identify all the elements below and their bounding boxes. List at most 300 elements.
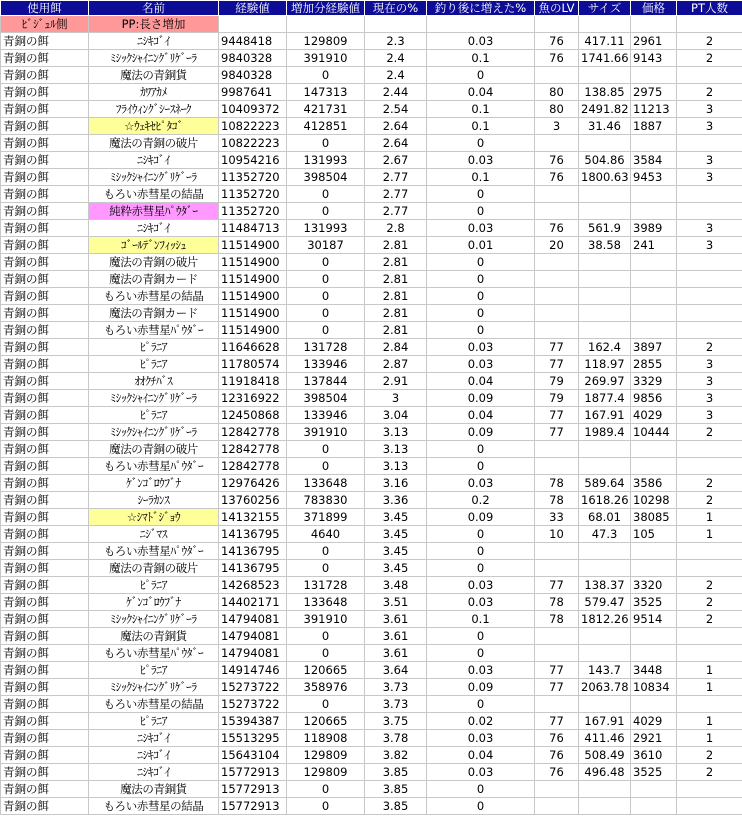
name-cell[interactable]: 魔法の青銅貨 (89, 67, 219, 84)
gain-cell[interactable]: 0 (287, 186, 365, 203)
size-cell[interactable]: 31.46 (579, 118, 631, 135)
exp-cell[interactable]: 9448418 (219, 33, 287, 50)
pct-cell[interactable]: 3.45 (365, 543, 427, 560)
special-bait-cell[interactable]: ﾋﾞｼﾞｭﾙ側 (1, 16, 89, 33)
size-cell[interactable]: 1812.26 (579, 611, 631, 628)
exp-cell[interactable]: 15273722 (219, 696, 287, 713)
bait-cell[interactable]: 青銅の餌 (1, 407, 89, 424)
price-cell[interactable]: 2975 (631, 84, 677, 101)
size-cell[interactable]: 269.97 (579, 373, 631, 390)
bait-cell[interactable]: 青銅の餌 (1, 254, 89, 271)
price-cell[interactable] (631, 271, 677, 288)
name-cell[interactable]: ｼｰﾗｶﾝｽ (89, 492, 219, 509)
gain-cell[interactable]: 398504 (287, 390, 365, 407)
pct-cell[interactable]: 3.45 (365, 526, 427, 543)
name-cell[interactable]: ﾐｼｯｸｼｬｲﾆﾝｸﾞﾘｹﾞｰﾗ (89, 169, 219, 186)
size-cell[interactable] (579, 271, 631, 288)
size-cell[interactable]: 167.91 (579, 407, 631, 424)
bait-cell[interactable]: 青銅の餌 (1, 67, 89, 84)
pt-cell[interactable]: 2 (677, 764, 742, 781)
bait-cell[interactable]: 青銅の餌 (1, 679, 89, 696)
exp-cell[interactable]: 9987641 (219, 84, 287, 101)
gain-cell[interactable]: 358976 (287, 679, 365, 696)
bait-cell[interactable]: 青銅の餌 (1, 203, 89, 220)
price-cell[interactable]: 3448 (631, 662, 677, 679)
inc-cell[interactable]: 0.04 (427, 373, 535, 390)
bait-cell[interactable]: 青銅の餌 (1, 424, 89, 441)
lv-cell[interactable] (535, 560, 579, 577)
lv-cell[interactable] (535, 67, 579, 84)
pt-cell[interactable]: 2 (677, 33, 742, 50)
bait-cell[interactable]: 青銅の餌 (1, 526, 89, 543)
name-cell[interactable]: ﾐｼｯｸｼｬｲﾆﾝｸﾞﾘｹﾞｰﾗ (89, 679, 219, 696)
exp-cell[interactable]: 10822223 (219, 118, 287, 135)
exp-cell[interactable]: 15772913 (219, 764, 287, 781)
pt-cell[interactable]: 3 (677, 237, 742, 254)
price-cell[interactable]: 10444 (631, 424, 677, 441)
exp-cell[interactable]: 14136795 (219, 560, 287, 577)
pct-cell[interactable]: 2.81 (365, 237, 427, 254)
price-cell[interactable] (631, 543, 677, 560)
lv-cell[interactable]: 76 (535, 152, 579, 169)
bait-cell[interactable]: 青銅の餌 (1, 390, 89, 407)
exp-cell[interactable]: 12842778 (219, 424, 287, 441)
size-cell[interactable]: 38.58 (579, 237, 631, 254)
size-cell[interactable] (579, 441, 631, 458)
bait-cell[interactable]: 青銅の餌 (1, 645, 89, 662)
gain-cell[interactable]: 131728 (287, 577, 365, 594)
pct-cell[interactable]: 3.73 (365, 679, 427, 696)
exp-cell[interactable]: 12976426 (219, 475, 287, 492)
pct-cell[interactable]: 2.81 (365, 288, 427, 305)
lv-cell[interactable] (535, 696, 579, 713)
size-cell[interactable] (579, 560, 631, 577)
name-cell[interactable]: ﾋﾟﾗﾆｱ (89, 662, 219, 679)
name-cell[interactable]: もろい赤彗星の結晶 (89, 696, 219, 713)
pt-cell[interactable]: 3 (677, 373, 742, 390)
pct-cell[interactable]: 3.85 (365, 764, 427, 781)
lv-cell[interactable] (535, 186, 579, 203)
pt-cell[interactable]: 1 (677, 662, 742, 679)
pct-cell[interactable]: 3.45 (365, 560, 427, 577)
price-cell[interactable]: 3584 (631, 152, 677, 169)
gain-cell[interactable]: 0 (287, 203, 365, 220)
pct-cell[interactable]: 2.44 (365, 84, 427, 101)
pct-cell[interactable]: 2.3 (365, 33, 427, 50)
lv-cell[interactable]: 80 (535, 84, 579, 101)
price-cell[interactable]: 9453 (631, 169, 677, 186)
bait-cell[interactable]: 青銅の餌 (1, 509, 89, 526)
exp-cell[interactable]: 10409372 (219, 101, 287, 118)
exp-cell[interactable]: 14914746 (219, 662, 287, 679)
pt-cell[interactable]: 1 (677, 730, 742, 747)
inc-cell[interactable]: 0 (427, 458, 535, 475)
lv-cell[interactable]: 80 (535, 101, 579, 118)
name-cell[interactable]: ﾐｼｯｸｼｬｲﾆﾝｸﾞﾘｹﾞｰﾗ (89, 424, 219, 441)
lv-cell[interactable] (535, 458, 579, 475)
gain-cell[interactable]: 0 (287, 322, 365, 339)
gain-cell[interactable]: 120665 (287, 713, 365, 730)
special-name-cell[interactable]: PP:長さ増加 (89, 16, 219, 33)
exp-cell[interactable]: 9840328 (219, 67, 287, 84)
pt-cell[interactable] (677, 271, 742, 288)
size-cell[interactable] (579, 628, 631, 645)
bait-cell[interactable]: 青銅の餌 (1, 305, 89, 322)
price-cell[interactable] (631, 441, 677, 458)
pct-cell[interactable]: 3.75 (365, 713, 427, 730)
exp-cell[interactable]: 14794081 (219, 611, 287, 628)
gain-cell[interactable]: 4640 (287, 526, 365, 543)
lv-cell[interactable]: 20 (535, 237, 579, 254)
pt-cell[interactable]: 2 (677, 475, 742, 492)
exp-cell[interactable]: 15772913 (219, 798, 287, 815)
price-cell[interactable] (631, 645, 677, 662)
pct-cell[interactable]: 3.04 (365, 407, 427, 424)
size-cell[interactable] (579, 696, 631, 713)
bait-cell[interactable]: 青銅の餌 (1, 135, 89, 152)
gain-cell[interactable]: 412851 (287, 118, 365, 135)
column-header-pt[interactable]: PT人数 (677, 1, 742, 16)
gain-cell[interactable]: 129809 (287, 33, 365, 50)
inc-cell[interactable]: 0.1 (427, 101, 535, 118)
inc-cell[interactable]: 0.03 (427, 577, 535, 594)
gain-cell[interactable]: 131993 (287, 152, 365, 169)
size-cell[interactable]: 579.47 (579, 594, 631, 611)
pt-cell[interactable]: 2 (677, 50, 742, 67)
pct-cell[interactable]: 2.77 (365, 203, 427, 220)
name-cell[interactable]: もろい赤彗星の結晶 (89, 798, 219, 815)
pct-cell[interactable]: 3.13 (365, 424, 427, 441)
price-cell[interactable]: 3586 (631, 475, 677, 492)
inc-cell[interactable]: 0 (427, 135, 535, 152)
inc-cell[interactable]: 0 (427, 543, 535, 560)
bait-cell[interactable]: 青銅の餌 (1, 237, 89, 254)
gain-cell[interactable]: 0 (287, 441, 365, 458)
name-cell[interactable]: ☆ｳｪｷｾﾋﾟﾀｺﾞ (89, 118, 219, 135)
name-cell[interactable]: もろい赤彗星の結晶 (89, 186, 219, 203)
exp-cell[interactable]: 11918418 (219, 373, 287, 390)
inc-cell[interactable]: 0 (427, 798, 535, 815)
bait-cell[interactable]: 青銅の餌 (1, 696, 89, 713)
gain-cell[interactable]: 120665 (287, 662, 365, 679)
inc-cell[interactable]: 0.09 (427, 679, 535, 696)
lv-cell[interactable]: 78 (535, 475, 579, 492)
exp-cell[interactable]: 15273722 (219, 679, 287, 696)
pt-cell[interactable]: 1 (677, 526, 742, 543)
exp-cell[interactable]: 10954216 (219, 152, 287, 169)
size-cell[interactable] (579, 781, 631, 798)
size-cell[interactable] (579, 645, 631, 662)
inc-cell[interactable]: 0.03 (427, 730, 535, 747)
gain-cell[interactable]: 0 (287, 458, 365, 475)
gain-cell[interactable]: 0 (287, 560, 365, 577)
size-cell[interactable]: 417.11 (579, 33, 631, 50)
size-cell[interactable] (579, 305, 631, 322)
exp-cell[interactable]: 12450868 (219, 407, 287, 424)
pt-cell[interactable] (677, 543, 742, 560)
price-cell[interactable]: 3897 (631, 339, 677, 356)
price-cell[interactable]: 4029 (631, 407, 677, 424)
gain-cell[interactable]: 129809 (287, 747, 365, 764)
lv-cell[interactable]: 77 (535, 662, 579, 679)
name-cell[interactable]: ｹﾞﾝｺﾞﾛｳﾌﾞﾅ (89, 594, 219, 611)
bait-cell[interactable]: 青銅の餌 (1, 118, 89, 135)
name-cell[interactable]: ﾋﾟﾗﾆｱ (89, 577, 219, 594)
size-cell[interactable]: 561.9 (579, 220, 631, 237)
price-cell[interactable]: 3989 (631, 220, 677, 237)
pct-cell[interactable]: 2.64 (365, 118, 427, 135)
pct-cell[interactable]: 3.82 (365, 747, 427, 764)
exp-cell[interactable]: 15643104 (219, 747, 287, 764)
inc-cell[interactable]: 0.03 (427, 33, 535, 50)
column-header-exp[interactable]: 経験値 (219, 1, 287, 16)
pt-cell[interactable] (677, 67, 742, 84)
pct-cell[interactable]: 2.81 (365, 271, 427, 288)
pct-cell[interactable]: 3.78 (365, 730, 427, 747)
column-header-inc[interactable]: 釣り後に増えた% (427, 1, 535, 16)
bait-cell[interactable]: 青銅の餌 (1, 798, 89, 815)
exp-cell[interactable]: 14132155 (219, 509, 287, 526)
name-cell[interactable]: 魔法の青銅の破片 (89, 135, 219, 152)
price-cell[interactable]: 2855 (631, 356, 677, 373)
inc-cell[interactable]: 0 (427, 305, 535, 322)
column-header-lv[interactable]: 魚のLV (535, 1, 579, 16)
price-cell[interactable] (631, 628, 677, 645)
bait-cell[interactable]: 青銅の餌 (1, 475, 89, 492)
bait-cell[interactable]: 青銅の餌 (1, 543, 89, 560)
pct-cell[interactable]: 2.81 (365, 254, 427, 271)
size-cell[interactable] (579, 203, 631, 220)
name-cell[interactable]: 魔法の青銅カード (89, 305, 219, 322)
gain-cell[interactable]: 391910 (287, 50, 365, 67)
exp-cell[interactable]: 14794081 (219, 628, 287, 645)
bait-cell[interactable]: 青銅の餌 (1, 781, 89, 798)
lv-cell[interactable] (535, 798, 579, 815)
pt-cell[interactable]: 2 (677, 492, 742, 509)
name-cell[interactable]: ﾆｼｷｺﾞｲ (89, 764, 219, 781)
bait-cell[interactable]: 青銅の餌 (1, 288, 89, 305)
lv-cell[interactable]: 78 (535, 594, 579, 611)
inc-cell[interactable]: 0.09 (427, 509, 535, 526)
exp-cell[interactable]: 11352720 (219, 203, 287, 220)
bait-cell[interactable]: 青銅の餌 (1, 84, 89, 101)
pct-cell[interactable]: 3.85 (365, 798, 427, 815)
gain-cell[interactable]: 0 (287, 305, 365, 322)
pt-cell[interactable]: 3 (677, 407, 742, 424)
pt-cell[interactable]: 3 (677, 152, 742, 169)
inc-cell[interactable]: 0.03 (427, 356, 535, 373)
lv-cell[interactable]: 79 (535, 373, 579, 390)
pt-cell[interactable]: 2 (677, 577, 742, 594)
price-cell[interactable]: 10298 (631, 492, 677, 509)
lv-cell[interactable]: 76 (535, 764, 579, 781)
bait-cell[interactable]: 青銅の餌 (1, 560, 89, 577)
lv-cell[interactable] (535, 543, 579, 560)
size-cell[interactable]: 143.7 (579, 662, 631, 679)
gain-cell[interactable]: 0 (287, 67, 365, 84)
price-cell[interactable]: 2921 (631, 730, 677, 747)
inc-cell[interactable]: 0 (427, 560, 535, 577)
exp-cell[interactable]: 11514900 (219, 237, 287, 254)
price-cell[interactable]: 3329 (631, 373, 677, 390)
pt-cell[interactable] (677, 441, 742, 458)
name-cell[interactable]: もろい赤彗星の結晶 (89, 288, 219, 305)
price-cell[interactable] (631, 67, 677, 84)
bait-cell[interactable]: 青銅の餌 (1, 662, 89, 679)
size-cell[interactable]: 138.37 (579, 577, 631, 594)
size-cell[interactable]: 2491.82 (579, 101, 631, 118)
lv-cell[interactable]: 76 (535, 50, 579, 67)
gain-cell[interactable]: 421731 (287, 101, 365, 118)
name-cell[interactable]: ｹﾞﾝｺﾞﾛｳﾌﾞﾅ (89, 475, 219, 492)
gain-cell[interactable]: 0 (287, 645, 365, 662)
size-cell[interactable] (579, 458, 631, 475)
lv-cell[interactable]: 10 (535, 526, 579, 543)
bait-cell[interactable]: 青銅の餌 (1, 747, 89, 764)
size-cell[interactable]: 589.64 (579, 475, 631, 492)
inc-cell[interactable]: 0 (427, 203, 535, 220)
lv-cell[interactable]: 78 (535, 611, 579, 628)
lv-cell[interactable] (535, 628, 579, 645)
price-cell[interactable]: 10834 (631, 679, 677, 696)
size-cell[interactable] (579, 322, 631, 339)
size-cell[interactable]: 1741.66 (579, 50, 631, 67)
pt-cell[interactable] (677, 135, 742, 152)
name-cell[interactable]: ﾐｼｯｸｼｬｲﾆﾝｸﾞﾘｹﾞｰﾗ (89, 50, 219, 67)
name-cell[interactable]: 魔法の青銅カード (89, 271, 219, 288)
lv-cell[interactable]: 77 (535, 339, 579, 356)
inc-cell[interactable]: 0.01 (427, 237, 535, 254)
gain-cell[interactable]: 0 (287, 271, 365, 288)
exp-cell[interactable]: 14268523 (219, 577, 287, 594)
name-cell[interactable]: 魔法の青銅貨 (89, 628, 219, 645)
bait-cell[interactable]: 青銅の餌 (1, 33, 89, 50)
pt-cell[interactable]: 3 (677, 356, 742, 373)
price-cell[interactable]: 3320 (631, 577, 677, 594)
lv-cell[interactable]: 77 (535, 424, 579, 441)
lv-cell[interactable] (535, 305, 579, 322)
lv-cell[interactable] (535, 288, 579, 305)
empty-cell[interactable] (287, 16, 365, 33)
gain-cell[interactable]: 391910 (287, 424, 365, 441)
pt-cell[interactable]: 3 (677, 390, 742, 407)
price-cell[interactable] (631, 560, 677, 577)
pct-cell[interactable]: 3 (365, 390, 427, 407)
pct-cell[interactable]: 2.64 (365, 135, 427, 152)
exp-cell[interactable]: 14136795 (219, 543, 287, 560)
name-cell[interactable]: ｵｵｸﾁﾊﾞｽ (89, 373, 219, 390)
exp-cell[interactable]: 11514900 (219, 254, 287, 271)
pct-cell[interactable]: 3.61 (365, 645, 427, 662)
exp-cell[interactable]: 14402171 (219, 594, 287, 611)
exp-cell[interactable]: 14136795 (219, 526, 287, 543)
size-cell[interactable] (579, 135, 631, 152)
inc-cell[interactable]: 0.03 (427, 475, 535, 492)
exp-cell[interactable]: 13760256 (219, 492, 287, 509)
pct-cell[interactable]: 2.77 (365, 169, 427, 186)
gain-cell[interactable]: 131728 (287, 339, 365, 356)
price-cell[interactable]: 38085 (631, 509, 677, 526)
pct-cell[interactable]: 2.91 (365, 373, 427, 390)
exp-cell[interactable]: 11514900 (219, 322, 287, 339)
gain-cell[interactable]: 30187 (287, 237, 365, 254)
pct-cell[interactable]: 2.67 (365, 152, 427, 169)
exp-cell[interactable]: 11514900 (219, 305, 287, 322)
price-cell[interactable]: 9856 (631, 390, 677, 407)
exp-cell[interactable]: 15772913 (219, 781, 287, 798)
pt-cell[interactable]: 2 (677, 594, 742, 611)
lv-cell[interactable]: 77 (535, 407, 579, 424)
inc-cell[interactable]: 0 (427, 67, 535, 84)
size-cell[interactable]: 138.85 (579, 84, 631, 101)
pct-cell[interactable]: 3.61 (365, 611, 427, 628)
pct-cell[interactable]: 2.81 (365, 322, 427, 339)
size-cell[interactable]: 508.49 (579, 747, 631, 764)
name-cell[interactable]: ﾋﾟﾗﾆｱ (89, 407, 219, 424)
lv-cell[interactable] (535, 135, 579, 152)
empty-cell[interactable] (427, 16, 535, 33)
name-cell[interactable]: 魔法の青銅貨 (89, 781, 219, 798)
inc-cell[interactable]: 0.04 (427, 84, 535, 101)
lv-cell[interactable]: 77 (535, 356, 579, 373)
size-cell[interactable] (579, 543, 631, 560)
name-cell[interactable]: ☆ｼﾏﾄﾞｼﾞｮｳ (89, 509, 219, 526)
pct-cell[interactable]: 3.73 (365, 696, 427, 713)
lv-cell[interactable] (535, 322, 579, 339)
bait-cell[interactable]: 青銅の餌 (1, 339, 89, 356)
exp-cell[interactable]: 9840328 (219, 50, 287, 67)
exp-cell[interactable]: 15394387 (219, 713, 287, 730)
size-cell[interactable]: 1877.4 (579, 390, 631, 407)
price-cell[interactable]: 105 (631, 526, 677, 543)
pct-cell[interactable]: 2.54 (365, 101, 427, 118)
inc-cell[interactable]: 0.09 (427, 390, 535, 407)
name-cell[interactable]: 魔法の青銅の破片 (89, 560, 219, 577)
pct-cell[interactable]: 3.85 (365, 781, 427, 798)
bait-cell[interactable]: 青銅の餌 (1, 322, 89, 339)
size-cell[interactable] (579, 254, 631, 271)
size-cell[interactable]: 162.4 (579, 339, 631, 356)
lv-cell[interactable]: 77 (535, 577, 579, 594)
lv-cell[interactable]: 77 (535, 679, 579, 696)
bait-cell[interactable]: 青銅の餌 (1, 730, 89, 747)
pct-cell[interactable]: 3.13 (365, 441, 427, 458)
column-header-pct[interactable]: 現在の% (365, 1, 427, 16)
bait-cell[interactable]: 青銅の餌 (1, 594, 89, 611)
inc-cell[interactable]: 0 (427, 254, 535, 271)
lv-cell[interactable]: 78 (535, 492, 579, 509)
price-cell[interactable]: 9143 (631, 50, 677, 67)
pt-cell[interactable]: 3 (677, 118, 742, 135)
pt-cell[interactable]: 1 (677, 509, 742, 526)
price-cell[interactable] (631, 781, 677, 798)
inc-cell[interactable]: 0 (427, 441, 535, 458)
gain-cell[interactable]: 371899 (287, 509, 365, 526)
name-cell[interactable]: 魔法の青銅の破片 (89, 441, 219, 458)
pct-cell[interactable]: 3.13 (365, 458, 427, 475)
name-cell[interactable]: ﾆｼｷｺﾞｲ (89, 33, 219, 50)
bait-cell[interactable]: 青銅の餌 (1, 271, 89, 288)
inc-cell[interactable]: 0 (427, 288, 535, 305)
inc-cell[interactable]: 0.2 (427, 492, 535, 509)
empty-cell[interactable] (219, 16, 287, 33)
pt-cell[interactable] (677, 696, 742, 713)
pt-cell[interactable]: 3 (677, 169, 742, 186)
pt-cell[interactable]: 2 (677, 339, 742, 356)
price-cell[interactable]: 2961 (631, 33, 677, 50)
bait-cell[interactable]: 青銅の餌 (1, 577, 89, 594)
inc-cell[interactable]: 0 (427, 186, 535, 203)
